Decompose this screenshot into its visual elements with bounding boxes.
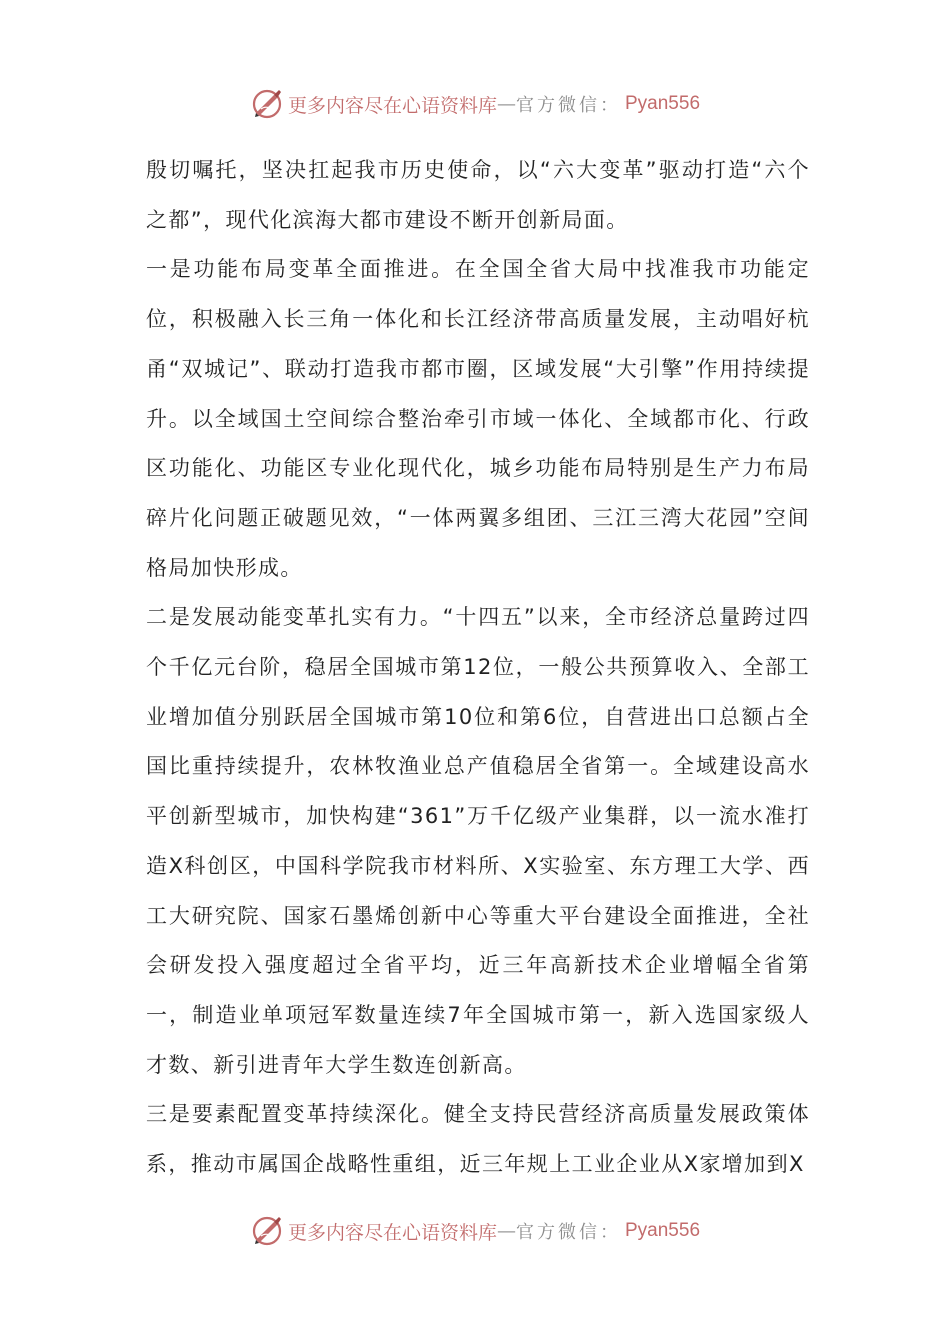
banner-sub-text: 官方微信： — [516, 1222, 621, 1243]
pen-logo-icon — [250, 1214, 284, 1248]
banner-main-text: 更多内容尽在心语资料库 — [287, 1221, 497, 1244]
paragraph-2: 一是功能布局变革全面推进。在全国全省大局中找准我市功能定位，积极融入长三角一体化和长江经济带高质量发展，主动唱好杭甬“双城记”、联动打造我市都市圈，区域发展“大引擎”作用持续提升。以全域国土空间综合整治牵引市域一体化、全域都市化、行政区功能化、功能区专业化现代化，城乡功能布局特别是生产力布局碎片化问题正破题见效，“一体两翼多组团、三江三湾大花园”空间格局加快形成。 — [146, 257, 810, 580]
banner-dash: — — [497, 1220, 516, 1242]
pen-logo-icon — [250, 87, 284, 121]
banner-main-text: 更多内容尽在心语资料库 — [287, 94, 497, 117]
paragraph-1: 殷切嘱托，坚决扛起我市历史使命，以“六大变革”驱动打造“六个之都”，现代化滨海大都市建设不断开创新局面。 — [146, 158, 810, 232]
header-banner — [0, 84, 950, 124]
banner-wechat-id: Pyan556 — [625, 1220, 701, 1241]
banner-wechat-id: Pyan556 — [625, 93, 701, 114]
banner-sub-text: 官方微信： — [516, 95, 621, 116]
paragraph-4: 三是要素配置变革持续深化。健全支持民营经济高质量发展政策体系，推动市属国企战略性重组，近三年规上工业企业从X家增加到X — [146, 1102, 810, 1177]
banner-dash: — — [497, 93, 516, 115]
footer-banner — [0, 1211, 950, 1251]
document-body — [146, 146, 810, 1190]
paragraph-3: 二是发展动能变革扎实有力。“十四五”以来，全市经济总量跨过四个千亿元台阶，稳居全国城市第12位，一般公共预算收入、全部工业增加值分别跃居全国城市第10位和第6位，自营进出口总额占全国比重持续提升，农林牧渔业总产值稳居全省第一。全域建设高水平创新型城市，加快构建“361”万千亿级产业集群，以一流水准打造X科创区，中国科学院我市材料所、X实验室、东方理工大学、西工大研究院、国家石墨烯创新中心等重大平台建设全面推进，全社会研发投入强度超过全省平均，近三年高新技术企业增幅全省第一，制造业单项冠军数量连续7年全国城市第一，新入选国家级人才数、新引进青年大学生数连创新高。 — [146, 605, 810, 1077]
